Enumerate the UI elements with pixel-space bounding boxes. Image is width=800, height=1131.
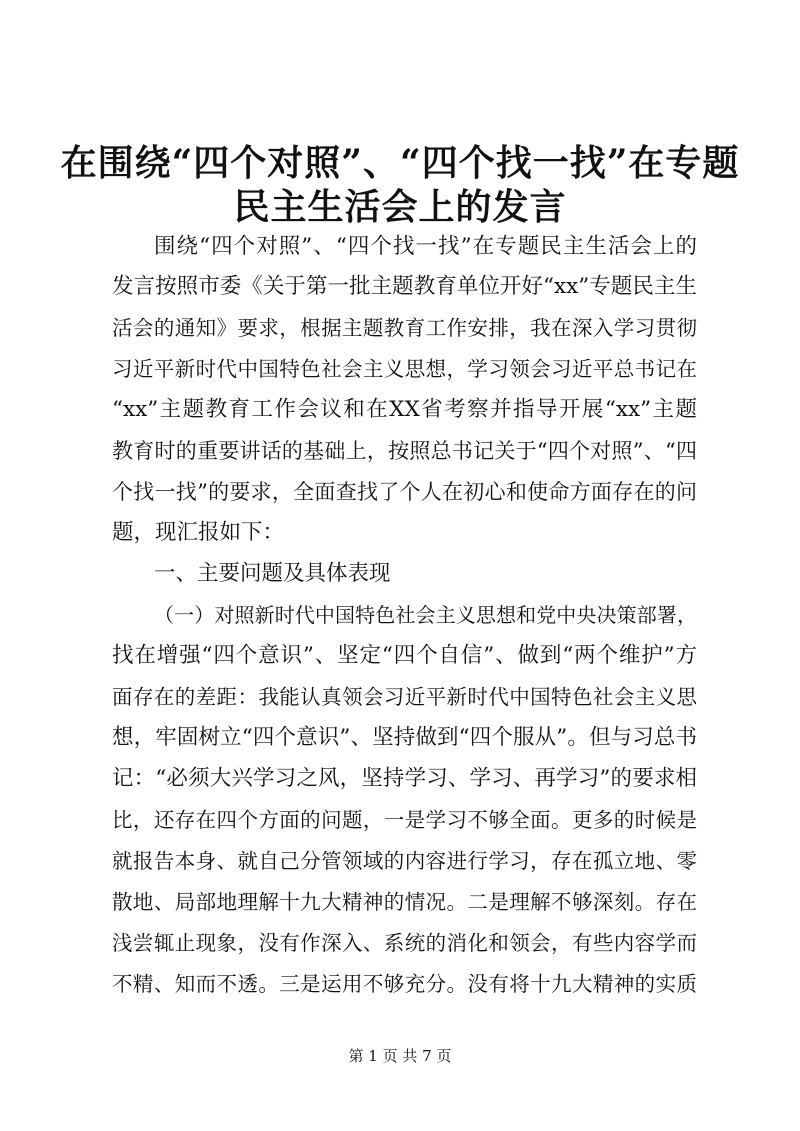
paragraph-line: 找在增强“四个意识”、坚定“四个自信”、做到“两个维护”方: [112, 643, 697, 668]
paragraph-line: 不精、知而不透。三是运用不够充分。没有将十九大精神的实质: [112, 972, 697, 996]
paragraph-line: 比，还存在四个方面的问题，一是学习不够全面。更多的时候是: [112, 808, 697, 832]
section-heading: 一、主要问题及具体表现: [154, 561, 391, 586]
paragraph-line: （一）对照新时代中国特色社会主义思想和党中央决策部署，: [154, 603, 697, 627]
paragraph-line: 发言按照市委《关于第一批主题教育单位开好“xx”专题民主生: [112, 274, 697, 299]
paragraph-line: 面存在的差距：我能认真领会习近平新时代中国特色社会主义思: [112, 685, 697, 709]
document-title-line-2: 民主生活会上的发言: [233, 186, 567, 228]
paragraph-line: “xx”主题教育工作会议和在XX省考察并指导开展“xx”主题: [112, 397, 697, 422]
paragraph-line: 教育时的重要讲话的基础上，按照总书记关于“四个对照”、“四: [112, 439, 697, 463]
paragraph-line: 浅尝辄止现象，没有作深入、系统的消化和领会，有些内容学而: [112, 931, 697, 955]
paragraph-line: 习近平新时代中国特色社会主义思想，学习领会习近平总书记在: [112, 357, 697, 381]
paragraph-line: 围绕“四个对照”、“四个找一找”在专题民主生活会上的: [154, 234, 697, 259]
paragraph-line: 题，现汇报如下：: [112, 520, 285, 545]
paragraph-line: 就报告本身、就自己分管领域的内容进行学习，存在孤立地、零: [112, 849, 697, 873]
document-title-line-1: 在围绕“四个对照”、“四个找一找”在专题: [60, 142, 740, 184]
paragraph-line: 个找一找”的要求，全面查找了个人在初心和使命方面存在的问: [112, 480, 697, 504]
paragraph-line: 记：“必须大兴学习之风，坚持学习、学习、再学习”的要求相: [112, 766, 697, 791]
page-number-footer: 第 1 页 共 7 页: [348, 1047, 452, 1065]
paragraph-line: 活会的通知》要求，根据主题教育工作安排，我在深入学习贯彻: [112, 316, 697, 340]
paragraph-line: 散地、局部地理解十九大精神的情况。二是理解不够深刻。存在: [112, 890, 697, 914]
paragraph-line: 想，牢固树立“四个意识”、坚持做到“四个服从”。但与习总书: [112, 725, 697, 750]
